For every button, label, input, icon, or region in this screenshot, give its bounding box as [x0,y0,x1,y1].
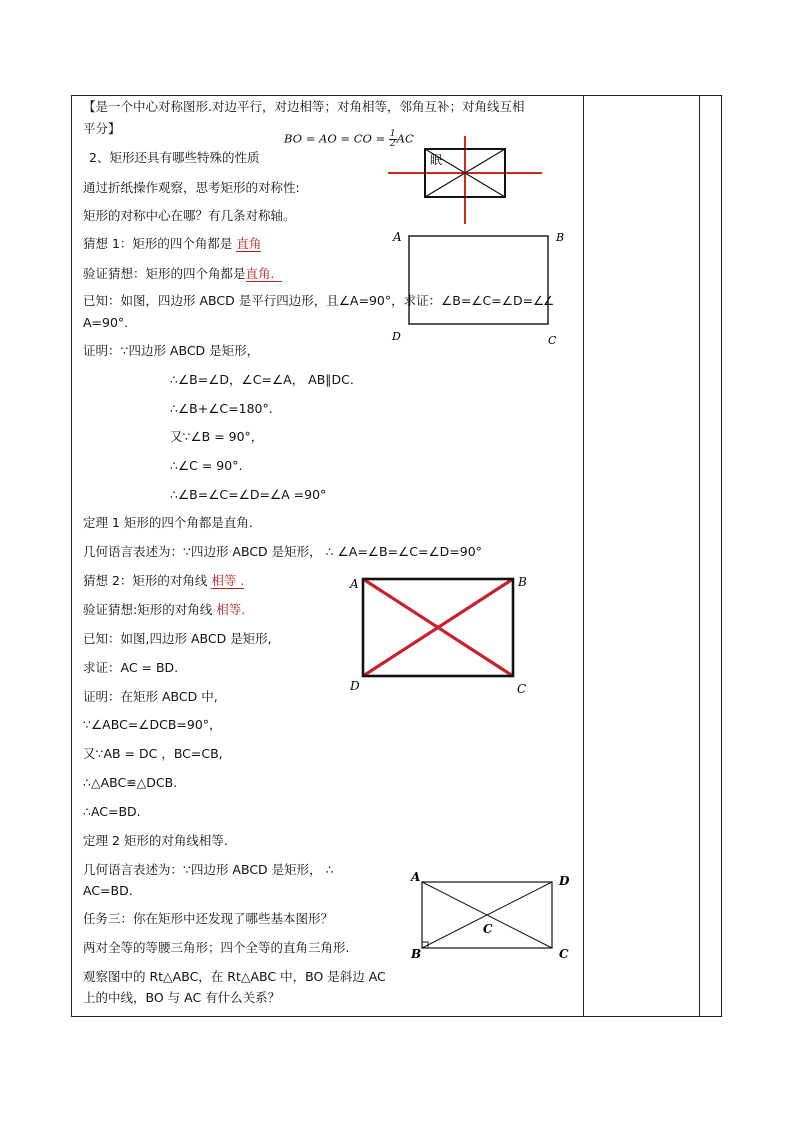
column-divider-2 [699,95,700,1017]
vertex-b: B [411,947,422,961]
task-3-answer: 两对全等的等腰三角形；四个全等的直角三角形. [83,940,350,955]
guess-2: 猜想 2：矩形的对角线 相等 . [83,573,245,588]
vertex-c: C [548,334,557,347]
fold-observe: 通过折纸操作观察，思考矩形的对称性: [83,180,300,195]
observe-line-1: 观察图中的 Rt△ABC，在 Rt△ABC 中，BO 是斜边 AC [83,969,386,984]
theorem-2: 定理 2 矩形的对角线相等. [83,833,228,848]
section-title: 2、矩形还具有哪些特殊的性质 [89,150,260,165]
known-1-cont: A=90°. [83,315,129,330]
observe-line-2: 上的中线，BO 与 AC 有什么关系？ [83,990,281,1005]
task-3: 任务三：你在矩形中还发现了哪些基本图形？ [83,911,334,926]
rectangle-figure-3 [405,865,575,965]
proof-1-head: 证明：∵四边形 ABCD 是矩形， [83,343,260,358]
known-1-tail-mark: ∠ [543,293,555,308]
summary-line-1: 【是一个中心对称图形.对边平行，对边相等；对角相等，邻角互补；对角线互相 [83,99,525,114]
vertex-b: B [518,575,527,589]
known-1: 已知：如图，四边形 ABCD 是平行四边形，且∠A=90°，求证：∠B=∠C=∠D=∠ [83,293,545,308]
proof-2-step-2: 又∵AB = DC ，BC=CB, [83,746,223,761]
vertex-a: A [411,870,421,884]
column-divider-1 [583,95,584,1017]
theorem-1-geo: 几何语言表述为：∵四边形 ABCD 是矩形， ∴ ∠A=∠B=∠C=∠D=90° [83,544,482,559]
rectangle-abcd [409,236,548,324]
vertex-d: D [350,679,360,693]
prove-2: 求证：AC = BD. [83,660,179,675]
vertex-c-cut: C [559,947,569,961]
proof-2-head: 证明：在矩形 ABCD 中, [83,689,218,704]
rectangle-figure-2 [345,570,535,700]
vertex-d: D [392,330,401,343]
vertex-d: D [559,874,570,888]
symmetry-figure [385,134,545,226]
verify-1: 验证猜想：矩形的四个角都是直角. [83,266,282,282]
vertex-a: A [350,577,359,591]
formula: BO = AO = CO = $\frac{1}{2}$ AC [284,129,414,149]
known-2: 已知：如图,四边形 ABCD 是矩形, [83,631,272,646]
symmetry-question: 矩形的对称中心在哪？有几条对称轴。 [83,208,296,223]
guess-1: 猜想 1：矩形的四个角都是 直角 [83,236,262,251]
vertex-c: C [517,682,527,696]
proof-2-step-3: ∴△ABC≌△DCB. [83,775,178,790]
rectangle-figure-1 [388,225,573,353]
proof-1-step-4: ∴∠C = 90°. [170,458,243,473]
proof-1-step-5: ∴∠B=∠C=∠D=∠A =90° [170,487,327,502]
vertex-a: A [393,230,402,244]
vertex-b: B [556,231,565,244]
proof-1-step-3: 又∵∠B = 90°， [170,429,264,444]
proof-2-step-4: ∴AC=BD. [83,804,141,819]
proof-1-step-2: ∴∠B+∠C=180°. [170,401,273,416]
proof-1-step-1: ∴∠B=∠D，∠C=∠A， AB∥DC. [170,372,354,387]
proof-2-step-1: ∵∠ABC=∠DCB=90°， [83,717,222,732]
theorem-1: 定理 1 矩形的四个角都是直角. [83,515,253,530]
partial-label: 眠 [430,153,443,167]
theorem-2-geo: 几何语言表述为：∵四边形 ABCD 是矩形， ∴ [83,862,334,877]
summary-line-2: 平分】 [83,121,121,136]
verify-2: 验证猜想:矩形的对角线 相等. [83,602,246,617]
theorem-2-geo-cont: AC=BD. [83,883,133,898]
center-o: C [483,922,493,936]
